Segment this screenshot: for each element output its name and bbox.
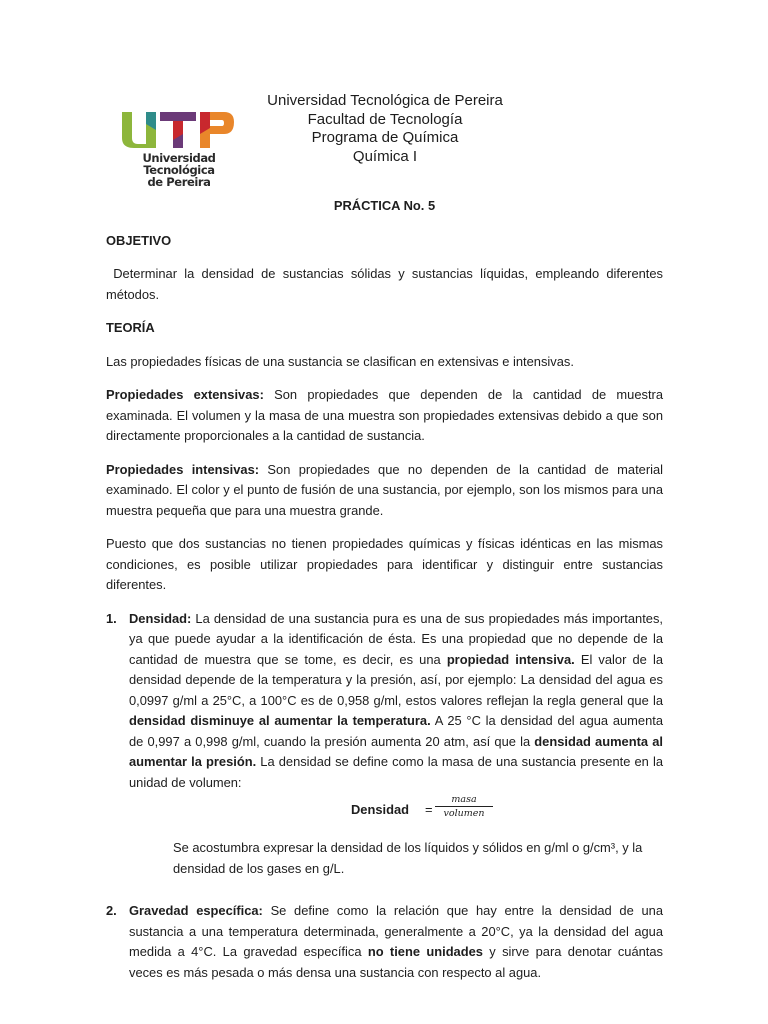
- extensive-text: Son propiedades que dependen de la cantidad de muestra examinada. El volumen y la masa de una muestra son propiedades extensivas debido a que son directamente proporcionales a la cantidad de sustancia.: [106, 387, 663, 443]
- gravedad-label: Gravedad específica:: [129, 903, 263, 918]
- objetivo-heading: OBJETIVO: [106, 232, 172, 248]
- densidad-text-1: La densidad de una sustancia pura es una de sus propiedades más importantes, ya que puede ayudar a la identificación de ésta. Es una propiedad que no depende de la cantidad de muestra que se tome, es decir, es una: [129, 610, 663, 667]
- gravedad-bold-1: no tiene unidades: [367, 944, 483, 959]
- intensive-properties-paragraph: [106, 460, 663, 522]
- list-number: 1.: [106, 610, 117, 626]
- header-program: Programa de Química: [311, 129, 459, 146]
- extensive-label: Propiedades extensivas:: [106, 387, 264, 402]
- teoria-heading: TEORÍA: [106, 320, 155, 335]
- header-course: Química I: [352, 147, 418, 165]
- densidad-text-3: A 25 °C la densidad del agua aumenta de 0,997 a 0,998 g/ml, cuando la presión aumenta 20 atm, así que la: [129, 713, 663, 749]
- header-faculty: Facultad de Tecnología: [307, 110, 463, 128]
- formula-numerator: masa: [435, 794, 493, 807]
- density-units-note: Se acostumbra expresar la densidad de los líquidos y sólidos en g/ml o g/cm³, y la densidad de los gases en g/L.: [173, 840, 643, 876]
- densidad-text-2: El valor de la densidad depende de la temperatura y la presión, así, por ejemplo: La densidad del agua es 0,0997 g/ml a 25°C, a 100°C es de 0,958 g/ml, estos valores reflejan la regla general que la: [129, 651, 663, 708]
- intensive-label: Propiedades intensivas:: [106, 461, 260, 477]
- density-formula: [129, 794, 663, 824]
- densidad-text-4: La densidad se define como la masa de una sustancia presente en la unidad de volumen:: [129, 754, 663, 790]
- list-number: 2.: [106, 903, 117, 918]
- teoria-intro: Las propiedades físicas de una sustancia se clasifican en extensivas e intensivas.: [106, 353, 574, 369]
- densidad-bold-2: densidad disminuye al aumentar la temperatura.: [129, 713, 431, 728]
- logo-caption-line2: de Pereira: [147, 175, 211, 189]
- gravedad-text-1: Se define como la relación que hay entre la densidad de una sustancia a una temperatura determinada, generalmente a 20°C, ya la densidad del agua medida a 4°C. La gravedad específica: [129, 903, 663, 959]
- header-university: Universidad Tecnológica de Pereira: [267, 92, 503, 109]
- formula-denominator: volumen: [443, 808, 485, 819]
- formula-fraction: [435, 794, 493, 819]
- logo-caption-line1: Universidad Tecnológica: [142, 151, 216, 177]
- gravedad-text-2: y sirve para denotar cuántas veces es más pesada o más densa una sustancia con respecto al agua.: [129, 944, 663, 980]
- logo-caption: [118, 152, 240, 188]
- document-header: [245, 92, 525, 166]
- extensive-properties-paragraph: [106, 385, 663, 447]
- densidad-label: Densidad:: [129, 610, 192, 626]
- puesto-paragraph: Puesto que dos sustancias no tienen propiedades químicas y físicas idénticas en las mismas condiciones, es posible utilizar propiedades para identificar y distinguir entre sustancias diferentes.: [106, 536, 663, 592]
- densidad-bold-3: densidad aumenta al aumentar la presión.: [129, 733, 663, 769]
- intensive-text: Son propiedades que no dependen de la cantidad de material examinado. El color y el punto de fusión de una sustancia, por ejemplo, son los mismos para una muestra pequeña que para una muestra grande.: [106, 461, 664, 518]
- list-item-densidad: [106, 609, 663, 880]
- densidad-bold-1: propiedad intensiva.: [446, 651, 575, 667]
- document-body: [106, 196, 663, 983]
- list-item-gravedad: [106, 901, 663, 983]
- formula-equals: =: [425, 802, 433, 817]
- practice-title: PRÁCTICA No. 5: [333, 198, 436, 213]
- formula-label: Densidad: [351, 802, 410, 817]
- objetivo-text-content: Determinar la densidad de sustancias sólidas y sustancias líquidas, empleando diferentes métodos.: [106, 266, 663, 302]
- numbered-list: [106, 609, 663, 984]
- objetivo-text: [106, 264, 663, 305]
